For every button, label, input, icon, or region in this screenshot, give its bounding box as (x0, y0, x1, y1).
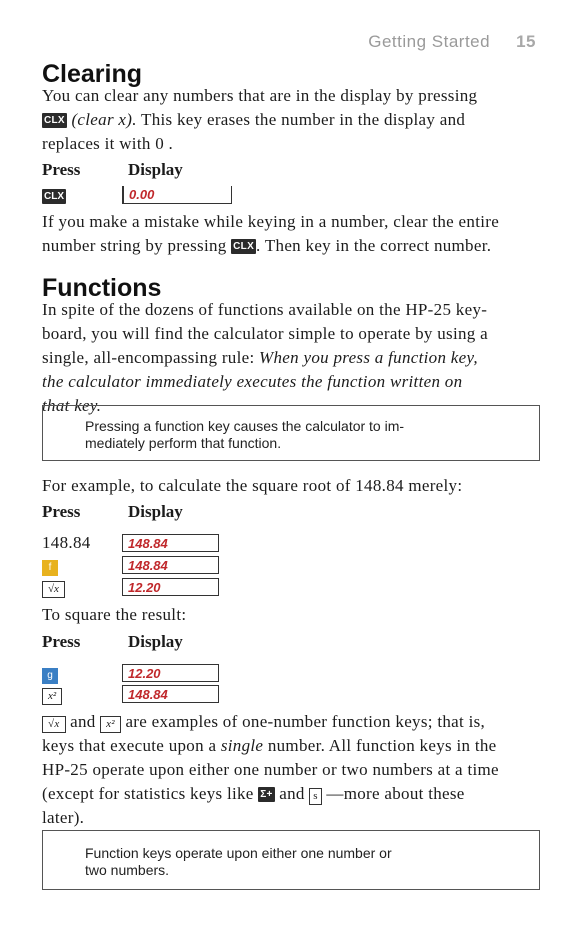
functions-heading: Functions (42, 274, 162, 302)
fp2-line-1-rest: are examples of one-number function keys; that is, (125, 712, 486, 731)
note-1-line-1: Pressing a function key causes the calculator to im- (85, 418, 405, 434)
functions-line-3a: single, all-encompassing rule: (42, 348, 260, 367)
clx-key-icon: CLX (44, 115, 65, 126)
clearing-p2-line-2 (42, 234, 542, 258)
clearing-p2-line-1: If you make a mistake while keying in a number, clear the entire (42, 212, 500, 231)
clx-key-icon: CLX (233, 241, 255, 252)
page-number: 15 (516, 32, 536, 51)
sqrt-key-icon: √x (42, 581, 65, 598)
g-key-row (42, 665, 58, 684)
square-line: To square the result: (42, 605, 187, 624)
x-squared-key-icon: x² (100, 716, 121, 733)
press-header-3: Press (42, 632, 81, 651)
fp2-line-4 (42, 782, 542, 806)
display-header-3: Display (128, 632, 183, 651)
clearing-line-3: replaces it with 0 . (42, 134, 174, 153)
example-line: For example, to calculate the square root of 148.84 merely: (42, 476, 463, 495)
functions-line-5: that key. (42, 396, 102, 415)
note-2-line-2: two numbers. (85, 862, 170, 878)
fp2-line-3: HP-25 operate upon either one number or two numbers at a time (42, 760, 499, 779)
clearing-paragraph-2 (42, 210, 542, 258)
display-header-2: Display (128, 502, 183, 521)
press-header: Press (42, 160, 81, 179)
fp2-line-4a: (except for statistics keys like (42, 784, 254, 803)
note-1-line-2: mediately perform that function. (85, 435, 282, 451)
functions-line-1: In spite of the dozens of functions available on the HP-25 key- (42, 300, 488, 319)
header-section: Getting Started (368, 32, 491, 51)
g-key-icon: g (42, 668, 58, 684)
display-value-4: 12.20 (122, 664, 219, 682)
fp2-and: and (70, 712, 96, 731)
press-header-2: Press (42, 502, 81, 521)
sigma-plus-key-icon: Σ+ (260, 789, 273, 800)
display-value-1: 148.84 (122, 534, 219, 552)
sqrt-key-row (42, 579, 65, 598)
fp2-line-4b: —more about these (326, 784, 465, 803)
clearing-line-2 (42, 108, 542, 132)
clx-key-icon: CLX (44, 191, 64, 202)
functions-paragraph (42, 298, 542, 418)
press-value-1: 148.84 (42, 533, 91, 552)
display-readout: 0.00 (122, 186, 232, 204)
fp2-single: single (220, 736, 264, 755)
clear-x-text: (clear x). (71, 110, 137, 129)
display-value-2: 148.84 (122, 556, 219, 574)
functions-line-4: the calculator immediately executes the function written on (42, 372, 463, 391)
functions-paragraph-2 (42, 710, 542, 830)
fp2-and-2: and (279, 784, 305, 803)
s-key-icon: s (309, 788, 322, 805)
note-box-2 (42, 830, 540, 890)
f-key-row (42, 557, 58, 576)
clearing-line-1: You can clear any numbers that are in the display by pressing (42, 86, 478, 105)
fp2-line-2 (42, 734, 542, 758)
display-header: Display (128, 160, 183, 179)
clearing-p2-text-a: number string by pressing (42, 236, 227, 255)
fp2-line-2a: keys that execute upon a (42, 736, 221, 755)
square-key-row (42, 686, 62, 705)
clearing-paragraph (42, 84, 542, 156)
clearing-heading: Clearing (42, 60, 143, 88)
x-squared-key-icon: x² (42, 688, 62, 705)
note-2-line-1: Function keys operate upon either one number or (85, 845, 392, 861)
functions-line-3 (42, 346, 542, 370)
display-value-5: 148.84 (122, 685, 219, 703)
clearing-p2-text-b: . Then key in the correct number. (256, 236, 492, 255)
clearing-line-2-rest: This key erases the number in the display and (136, 110, 466, 129)
fp2-line-5: later). (42, 808, 85, 827)
sqrt-key-icon: √x (42, 716, 66, 733)
functions-line-2: board, you will find the calculator simple to operate by using a (42, 324, 488, 343)
functions-line-3b: When you press a function key, (259, 348, 478, 367)
display-value-3: 12.20 (122, 578, 219, 596)
fp2-line-1 (42, 710, 542, 734)
note-box-1 (42, 405, 540, 461)
clx-key-row (42, 188, 66, 206)
fp2-line-2c: number. All function keys in the (263, 736, 497, 755)
f-key-icon: f (42, 560, 58, 576)
running-header (368, 32, 536, 52)
